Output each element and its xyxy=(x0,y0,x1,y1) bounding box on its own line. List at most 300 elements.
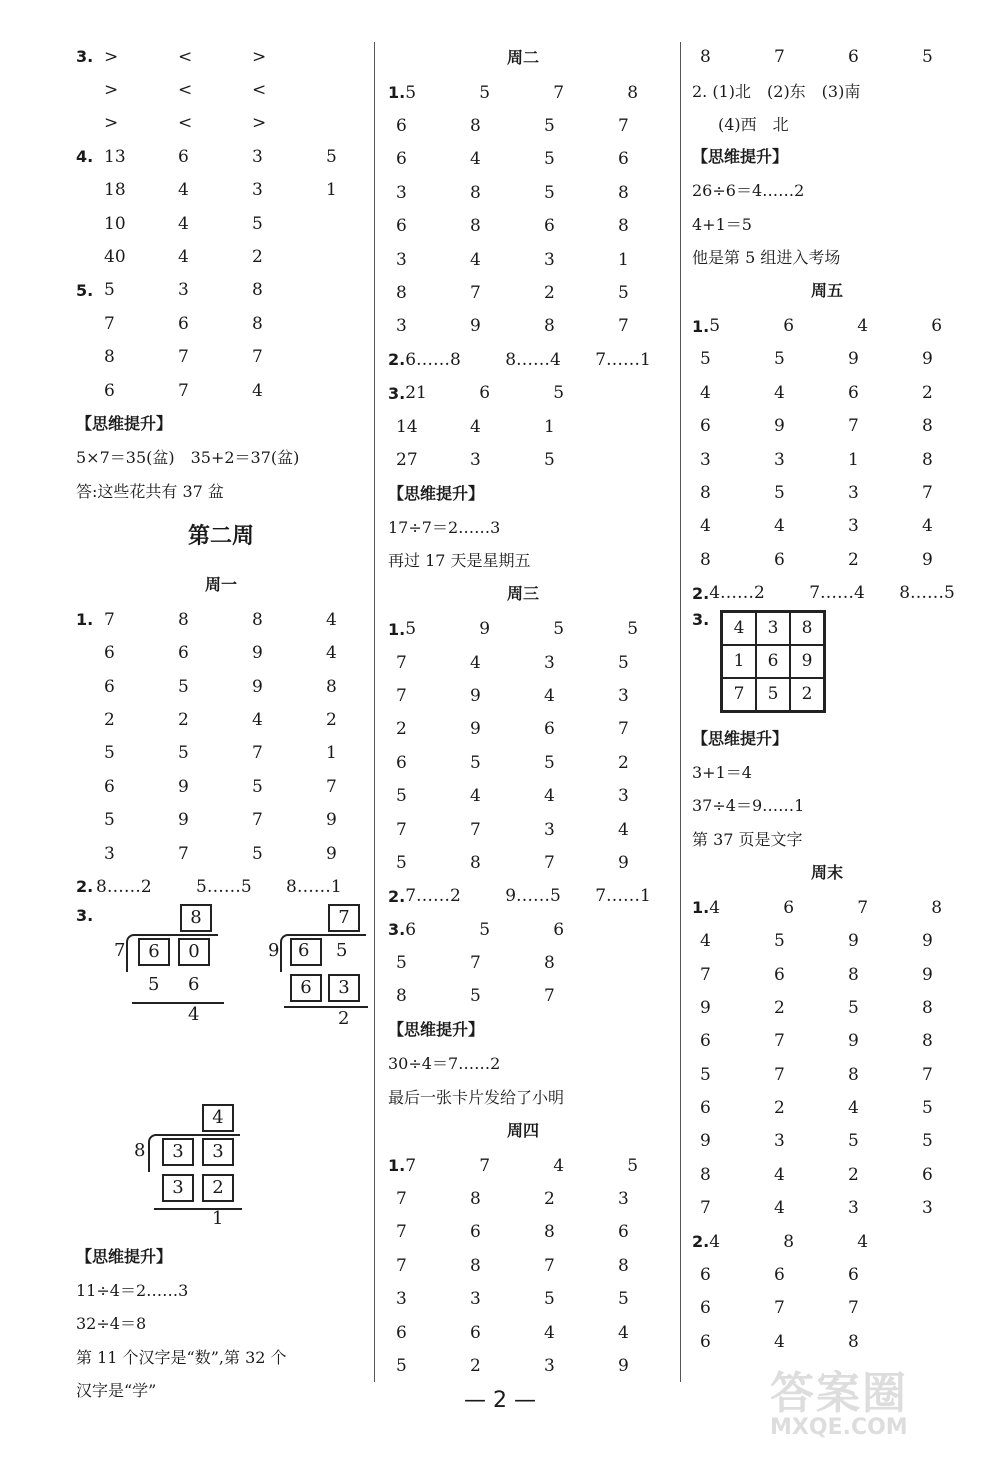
answer-cell: 8 xyxy=(848,964,859,985)
siwei-line: 汉字是“学” xyxy=(76,1380,157,1400)
answer-cell: 9 xyxy=(479,619,491,640)
answer-cell: 5 xyxy=(700,349,711,370)
tuesday-section-3 xyxy=(388,377,658,477)
answer-cell: 7 xyxy=(774,1298,785,1319)
remainder-answer: 4……2 xyxy=(709,583,765,604)
siwei-line: 最后一张卡片发给了小明 xyxy=(388,1087,565,1107)
answer-row xyxy=(692,924,962,957)
answer-row xyxy=(76,636,366,669)
siwei-line: 11÷4＝2……3 xyxy=(76,1280,189,1300)
answer-cell: 6 xyxy=(396,752,407,773)
product-digit: 5 xyxy=(148,973,160,995)
answer-cell: 1 xyxy=(618,249,629,270)
answer-cell: 9 xyxy=(178,776,189,797)
answer-cell: 5 xyxy=(252,776,263,797)
answer-cell: 6 xyxy=(931,316,943,337)
answer-cell: 8 xyxy=(700,46,711,67)
siwei-line: 5×7＝35(盆) 35+2＝37(盆) xyxy=(76,448,300,468)
answer-row xyxy=(692,891,962,924)
friday-section-3 xyxy=(692,610,962,722)
grid-cell: 4 xyxy=(722,612,756,645)
day-title: 周四 xyxy=(506,1120,539,1140)
answer-row xyxy=(388,1283,658,1316)
product-box: 3 xyxy=(328,974,360,1002)
answer-cell: 8 xyxy=(618,216,629,237)
answer-cell: 8 xyxy=(627,82,639,103)
answer-row xyxy=(76,73,366,106)
remainder-row xyxy=(388,880,658,913)
answer-row xyxy=(692,40,962,73)
answer-cell: 8 xyxy=(848,1331,859,1352)
answer-cell: 2 xyxy=(470,1355,481,1376)
answer-cell: 8 xyxy=(783,1231,795,1252)
answer-cell: 9 xyxy=(922,349,933,370)
answer-row xyxy=(692,958,962,991)
answer-cell: 8 xyxy=(700,549,711,570)
answer-cell: 7 xyxy=(544,1255,555,1276)
answer-cell: 2 xyxy=(396,719,407,740)
answer-row xyxy=(388,779,658,812)
answer-cell: 40 xyxy=(104,247,126,268)
answer-row xyxy=(388,1216,658,1249)
answer-cell: 8 xyxy=(470,116,481,137)
answer-cell: 21 xyxy=(405,383,427,404)
answer-cell: 6 xyxy=(544,216,555,237)
day-title: 周一 xyxy=(204,575,237,595)
section-number: 2. xyxy=(76,877,94,897)
answer-cell: 4 xyxy=(470,786,481,807)
answer-cell: 9 xyxy=(470,685,481,706)
remainder-answer: 8……2 xyxy=(96,876,152,897)
answer-cell: 3 xyxy=(396,316,407,337)
answer-cell: 7 xyxy=(479,1155,491,1176)
answer-cell: 2 xyxy=(252,247,263,268)
quotient-box: 8 xyxy=(180,904,212,932)
tuesday-section-1 xyxy=(388,76,658,343)
answer-cell: 6 xyxy=(922,1164,933,1185)
column-divider xyxy=(374,42,375,1382)
answer-cell: 8 xyxy=(700,482,711,503)
answer-cell: 5 xyxy=(405,619,417,640)
siwei-line: 他是第 5 组进入考场 xyxy=(692,248,841,268)
answer-cell: 7 xyxy=(178,380,189,401)
section-3-comparisons xyxy=(76,40,366,140)
answer-row xyxy=(76,307,366,340)
answer-cell: > xyxy=(104,113,119,134)
siwei-line: 37÷4＝9……1 xyxy=(692,796,805,816)
answer-cell: 9 xyxy=(252,676,263,697)
answer-cell: 6 xyxy=(178,146,189,167)
answer-cell: 9 xyxy=(848,931,859,952)
section-number: 3. xyxy=(388,920,406,940)
answer-cell: 4 xyxy=(774,1164,785,1185)
answer-cell: 1 xyxy=(544,416,555,437)
answer-row xyxy=(76,737,366,770)
answer-cell: 2 xyxy=(326,709,337,730)
answer-cell: 4 xyxy=(774,516,785,537)
answer-cell: 8 xyxy=(618,182,629,203)
answer-cell: 8 xyxy=(396,986,407,1007)
answer-cell: 4 xyxy=(857,1231,869,1252)
answer-cell: 5 xyxy=(178,743,189,764)
answer-cell: 7 xyxy=(857,897,869,918)
answer-cell: 6 xyxy=(700,416,711,437)
answer-row xyxy=(692,410,962,443)
answer-cell: 6 xyxy=(700,1265,711,1286)
answer-row xyxy=(76,341,366,374)
answer-cell: 5 xyxy=(544,116,555,137)
answer-cell: 6 xyxy=(178,313,189,334)
answer-row xyxy=(388,746,658,779)
answer-row xyxy=(388,679,658,712)
answer-row xyxy=(76,374,366,407)
product-box: 3 xyxy=(162,1174,194,1202)
answer-row xyxy=(76,107,366,140)
answer-cell: 3 xyxy=(396,182,407,203)
answer-cell: 5 xyxy=(470,986,481,1007)
siwei-line: 32÷4＝8 xyxy=(76,1314,147,1334)
answer-cell: 4 xyxy=(470,249,481,270)
answer-cell: 5 xyxy=(544,149,555,170)
siwei-label: 【思维提升】 xyxy=(692,147,789,167)
answer-cell: 8 xyxy=(922,449,933,470)
section-number: 5. xyxy=(76,280,94,300)
section-4 xyxy=(76,140,366,274)
siwei-line: 4+1＝5 xyxy=(692,214,752,234)
answer-cell: 9 xyxy=(178,810,189,831)
answer-row xyxy=(692,1025,962,1058)
answer-row xyxy=(692,309,962,342)
section-number: 2. xyxy=(692,583,710,603)
remainder-row xyxy=(388,343,658,376)
answer-cell: 2 xyxy=(922,382,933,403)
answer-cell: 4 xyxy=(470,652,481,673)
answer-cell: 5 xyxy=(922,46,933,67)
answer-row xyxy=(388,1316,658,1349)
answer-cell: 6 xyxy=(700,1298,711,1319)
answer-cell: 6 xyxy=(783,897,795,918)
dividend-box: 3 xyxy=(162,1138,194,1166)
answer-cell: 3 xyxy=(774,449,785,470)
section-number: 3. xyxy=(76,47,94,67)
answer-cell: 5 xyxy=(104,810,115,831)
answer-cell: 5 xyxy=(396,1355,407,1376)
answer-row xyxy=(76,40,366,73)
siwei-label: 【思维提升】 xyxy=(692,728,789,748)
answer-row xyxy=(388,377,658,410)
answer-cell: 5 xyxy=(848,997,859,1018)
answer-row xyxy=(76,770,366,803)
answer-cell: 7 xyxy=(922,482,933,503)
answer-row xyxy=(76,207,366,240)
answer-cell: 2 xyxy=(104,709,115,730)
answer-cell: 6 xyxy=(618,149,629,170)
answer-row xyxy=(388,1149,658,1182)
weekend-section-1 xyxy=(692,891,962,1225)
answer-cell: 7 xyxy=(848,416,859,437)
answer-cell: 5 xyxy=(104,743,115,764)
answer-cell: 8 xyxy=(252,609,263,630)
answer-cell: 4 xyxy=(553,1155,565,1176)
answer-cell: 5 xyxy=(544,1289,555,1310)
answer-row xyxy=(388,143,658,176)
answer-cell: 7 xyxy=(544,852,555,873)
answer-cell: 7 xyxy=(470,953,481,974)
answer-cell: 8 xyxy=(326,676,337,697)
answer-row xyxy=(692,1125,962,1158)
answer-row xyxy=(76,274,366,307)
answer-row xyxy=(692,1325,962,1358)
grid-cell: 9 xyxy=(790,645,824,678)
answer-cell: 5 xyxy=(774,482,785,503)
section-number: 1. xyxy=(76,610,94,630)
answer-cell: 5 xyxy=(709,316,721,337)
siwei-label: 【思维提升】 xyxy=(388,483,485,503)
answer-cell: 8 xyxy=(252,280,263,301)
answer-cell: 9 xyxy=(470,719,481,740)
remainder-row xyxy=(76,870,366,903)
answer-cell: 3 xyxy=(774,1131,785,1152)
answer-cell: 4 xyxy=(774,382,785,403)
monday-section-2 xyxy=(76,870,366,903)
column-divider xyxy=(680,42,681,1382)
answer-row xyxy=(388,980,658,1013)
answer-row xyxy=(692,1091,962,1124)
answer-row xyxy=(76,240,366,273)
answer-cell: 2 xyxy=(774,1098,785,1119)
product-digit: 6 xyxy=(188,973,200,995)
answer-cell: 4 xyxy=(709,1231,721,1252)
answer-row xyxy=(76,174,366,207)
section-number: 3. xyxy=(76,905,94,925)
answer-cell: 3 xyxy=(544,1355,555,1376)
answer-cell: 14 xyxy=(396,416,418,437)
answer-row xyxy=(388,243,658,276)
answer-cell: 4 xyxy=(544,786,555,807)
answer-cell: 7 xyxy=(396,1189,407,1210)
siwei-line: 30÷4＝7……2 xyxy=(388,1054,501,1074)
answer-row xyxy=(692,543,962,576)
answer-row xyxy=(388,1182,658,1215)
answer-cell: 6 xyxy=(774,549,785,570)
answer-row xyxy=(388,109,658,142)
watermark-url: MXQE.COM xyxy=(770,1415,908,1440)
answer-row xyxy=(692,1158,962,1191)
answer-row xyxy=(692,1292,962,1325)
remainder-answer: 7……2 xyxy=(405,886,461,907)
siwei-line: 第 37 页是文字 xyxy=(692,829,803,849)
answer-cell: 3 xyxy=(618,786,629,807)
section-number: 2. xyxy=(388,886,406,906)
monday-section-1 xyxy=(76,603,366,870)
answer-row xyxy=(692,476,962,509)
siwei-line: 26÷6＝4……2 xyxy=(692,181,805,201)
answer-cell: 9 xyxy=(326,810,337,831)
answer-cell: 6 xyxy=(178,643,189,664)
remainder-answer: 5……5 xyxy=(196,876,252,897)
answer-cell: 3 xyxy=(700,449,711,470)
day-title: 周三 xyxy=(506,584,539,604)
answer-cell: 3 xyxy=(178,280,189,301)
section-number: 4. xyxy=(76,147,94,167)
answer-cell: 3 xyxy=(848,1198,859,1219)
answer-cell: 7 xyxy=(700,964,711,985)
grid-cell: 3 xyxy=(756,612,790,645)
direction-answer: (4)西 北 xyxy=(718,114,789,134)
answer-cell: 8 xyxy=(104,347,115,368)
answer-cell: 5 xyxy=(326,146,337,167)
day-title: 周末 xyxy=(810,863,843,883)
answer-cell: 5 xyxy=(618,283,629,304)
answer-cell: 4 xyxy=(848,1098,859,1119)
answer-cell: 3 xyxy=(252,146,263,167)
answer-cell: 6 xyxy=(396,216,407,237)
divisor: 7 xyxy=(114,939,126,961)
answer-cell: 7 xyxy=(326,776,337,797)
answer-row xyxy=(692,443,962,476)
answer-cell: 4 xyxy=(700,931,711,952)
product-box: 2 xyxy=(202,1174,234,1202)
quotient-box: 7 xyxy=(328,904,360,932)
section-number: 1. xyxy=(388,1156,406,1176)
grid-cell: 8 xyxy=(790,612,824,645)
answer-cell: 3 xyxy=(544,819,555,840)
answer-cell: 8 xyxy=(470,1255,481,1276)
answer-cell: 4 xyxy=(252,709,263,730)
answer-cell: 18 xyxy=(104,180,126,201)
answer-cell: 7 xyxy=(396,1255,407,1276)
answer-row xyxy=(388,713,658,746)
grid-cell: 6 xyxy=(756,645,790,678)
answer-row xyxy=(388,612,658,645)
answer-cell: 7 xyxy=(178,347,189,368)
answer-cell: > xyxy=(104,46,119,67)
thursday-section-1 xyxy=(388,1149,658,1383)
answer-row xyxy=(388,813,658,846)
division-line xyxy=(154,1208,242,1210)
answer-cell: 4 xyxy=(178,213,189,234)
monday-section-3-division-3 xyxy=(76,1104,366,1240)
answer-cell: 3 xyxy=(396,249,407,270)
section-number: 2. xyxy=(388,350,406,370)
remainder-answer: 9……5 xyxy=(505,886,561,907)
answer-cell: 2 xyxy=(848,1164,859,1185)
answer-cell: 8 xyxy=(396,283,407,304)
answer-cell: 6 xyxy=(405,919,417,940)
answer-cell: 6 xyxy=(700,1098,711,1119)
answer-cell: 3 xyxy=(252,180,263,201)
answer-cell: 6 xyxy=(553,919,565,940)
answer-cell: 7 xyxy=(178,843,189,864)
remainder: 2 xyxy=(338,1007,350,1029)
answer-cell: 3 xyxy=(104,843,115,864)
answer-cell: 9 xyxy=(700,1131,711,1152)
day-title: 周五 xyxy=(810,281,843,301)
answer-cell: 10 xyxy=(104,213,126,234)
answer-cell: 9 xyxy=(326,843,337,864)
answer-cell: 7 xyxy=(252,743,263,764)
answer-row xyxy=(388,176,658,209)
answer-cell: 3 xyxy=(618,1189,629,1210)
answer-cell: 3 xyxy=(544,652,555,673)
answer-cell: 5 xyxy=(774,931,785,952)
answer-cell: 3 xyxy=(396,1289,407,1310)
answer-cell: 6 xyxy=(700,1031,711,1052)
answer-cell: 8 xyxy=(470,1189,481,1210)
thursday-continued xyxy=(692,40,962,73)
answer-cell: 7 xyxy=(252,810,263,831)
answer-cell: 8 xyxy=(922,416,933,437)
answer-cell: 5 xyxy=(479,919,491,940)
section-number: 2. xyxy=(692,1232,710,1252)
siwei-line: 第 11 个汉字是“数”,第 32 个 xyxy=(76,1347,287,1367)
answer-cell: 7 xyxy=(618,316,629,337)
answer-cell: 5 xyxy=(178,676,189,697)
answer-cell: 8 xyxy=(470,852,481,873)
answer-cell: 5 xyxy=(104,280,115,301)
answer-cell: 2 xyxy=(178,709,189,730)
answer-cell: 6 xyxy=(544,719,555,740)
answer-cell: 9 xyxy=(848,349,859,370)
answer-cell: 4 xyxy=(618,819,629,840)
answer-cell: 5 xyxy=(544,449,555,470)
answer-cell: 4 xyxy=(700,516,711,537)
column-3 xyxy=(692,40,962,1359)
answer-cell: 13 xyxy=(104,146,126,167)
answer-cell: 4 xyxy=(178,247,189,268)
answer-row xyxy=(388,1349,658,1382)
answer-cell: 6 xyxy=(848,46,859,67)
answer-row xyxy=(388,443,658,476)
answer-cell: 9 xyxy=(848,1031,859,1052)
siwei-label: 【思维提升】 xyxy=(76,1246,173,1266)
answer-row xyxy=(692,343,962,376)
dividend-box: 3 xyxy=(202,1138,234,1166)
day-title: 周二 xyxy=(506,48,539,67)
answer-cell: 5 xyxy=(470,752,481,773)
answer-cell: 3 xyxy=(470,1289,481,1310)
answer-cell: 6 xyxy=(470,1322,481,1343)
answer-cell: 6 xyxy=(396,149,407,170)
quotient-box: 4 xyxy=(202,1104,234,1132)
answer-cell: 9 xyxy=(922,964,933,985)
answer-cell: 6 xyxy=(618,1222,629,1243)
answer-cell: 7 xyxy=(544,986,555,1007)
answer-cell: 4 xyxy=(922,516,933,537)
answer-cell: 8 xyxy=(544,953,555,974)
answer-cell: 5 xyxy=(396,852,407,873)
answer-cell: 8 xyxy=(848,1064,859,1085)
answer-row xyxy=(692,1258,962,1291)
grid-cell: 2 xyxy=(790,678,824,711)
answer-cell: 4 xyxy=(544,685,555,706)
answer-cell: 3 xyxy=(848,482,859,503)
answer-cell: 8 xyxy=(178,609,189,630)
siwei-label: 【思维提升】 xyxy=(76,414,173,434)
answer-cell: 1 xyxy=(326,743,337,764)
answer-cell: 7 xyxy=(774,1031,785,1052)
answer-cell: 4 xyxy=(618,1322,629,1343)
answer-row xyxy=(76,837,366,870)
answer-cell: 2 xyxy=(618,752,629,773)
remainder-answer: 6……8 xyxy=(405,349,461,370)
answer-cell: 4 xyxy=(709,897,721,918)
answer-cell: 4 xyxy=(326,643,337,664)
answer-cell: 2 xyxy=(848,549,859,570)
answer-cell: 5 xyxy=(627,619,639,640)
answer-cell: 5 xyxy=(848,1131,859,1152)
answer-cell: 8 xyxy=(252,313,263,334)
